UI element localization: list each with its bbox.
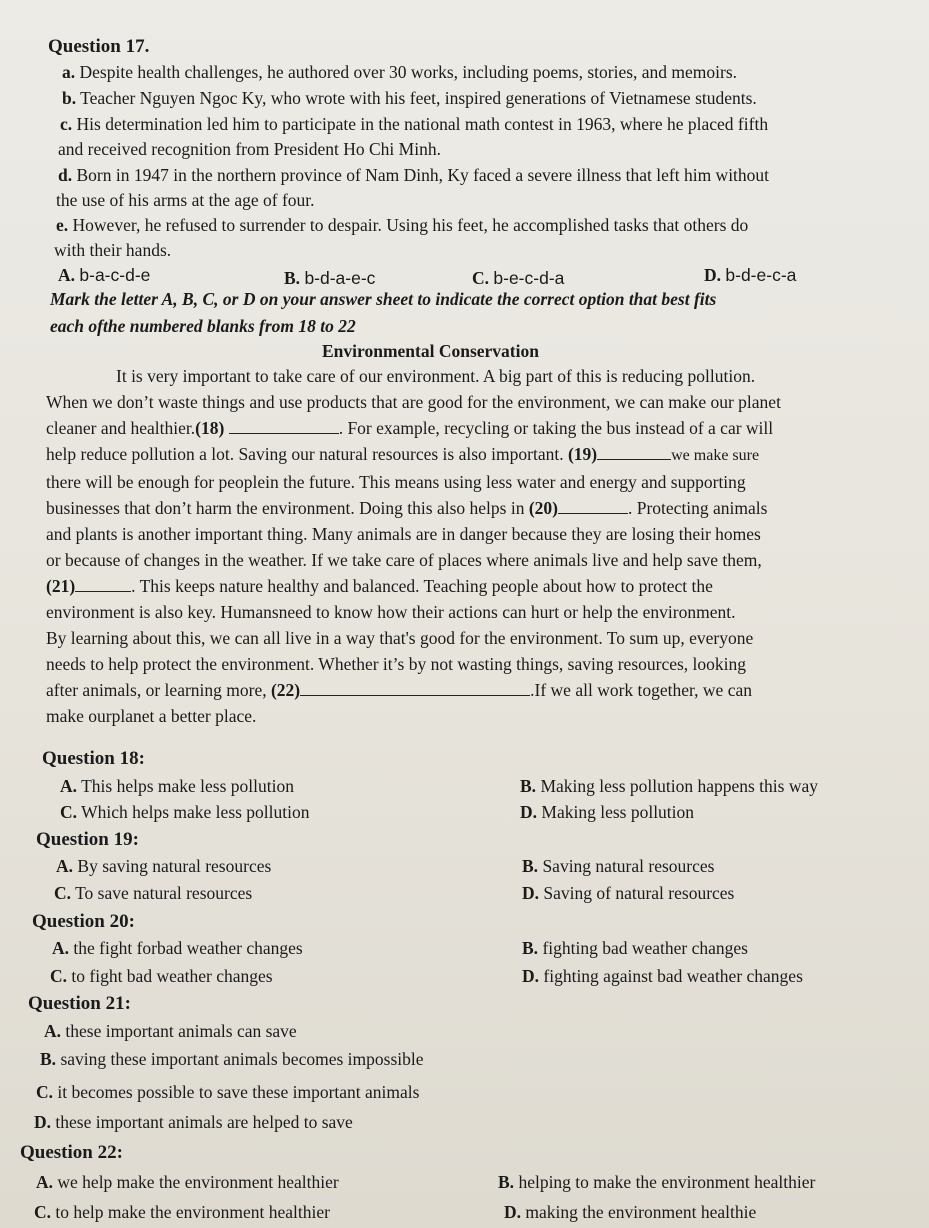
q17-e-label: e. — [56, 215, 69, 235]
q21-option-d — [34, 1112, 353, 1133]
q20-option-c — [50, 966, 273, 987]
option-label: B. — [522, 856, 539, 876]
passage-text: businesses that don’t harm the environment. Doing this also helps in — [46, 498, 525, 518]
option-label: D. — [520, 802, 538, 822]
q21-option-c — [36, 1082, 419, 1103]
q17-c-text-2: and received recognition from President Ho Chi Minh. — [58, 139, 441, 159]
q17-option-c — [472, 266, 564, 291]
blank-20-number: (20) — [528, 498, 558, 518]
option-text: the fight forbad weather changes — [73, 938, 303, 958]
passage-title: Environmental Conservation — [322, 341, 539, 361]
passage-text: . For example, recycling or taking the bus instead of a car will — [338, 418, 774, 438]
passage-line-with-blank-20 — [46, 495, 882, 521]
q17-option-a-label: A. — [58, 265, 76, 285]
instruction-line-2: each ofthe numbered blanks from 18 to 22 — [50, 316, 356, 336]
q17-a-label: a. — [62, 62, 76, 82]
q17-d-text-1: Born in 1947 in the northern province of Nam Dinh, Ky faced a severe illness that left him without — [76, 165, 770, 185]
q17-d-label: d. — [58, 165, 73, 185]
option-label: A. — [36, 1172, 54, 1192]
blank-19 — [597, 458, 671, 460]
q17-item-a — [62, 60, 737, 85]
question-21-title: Question 21: — [28, 993, 131, 1014]
passage — [46, 363, 882, 729]
q17-option-d-text: b-d-e-c-a — [725, 265, 797, 285]
q19-option-b — [522, 856, 714, 877]
option-text: we help make the environment healthier — [57, 1172, 339, 1192]
q20-option-a — [52, 938, 303, 959]
passage-line-with-blank-18 — [46, 415, 882, 441]
passage-text: . Protecting animals — [627, 498, 768, 518]
passage-line: make ourplanet a better place. — [46, 706, 257, 726]
option-text: making the environment healthie — [525, 1202, 757, 1222]
q17-e-text-2: with their hands. — [54, 240, 172, 260]
option-label: D. — [34, 1112, 52, 1132]
passage-text: help reduce pollution a lot. Saving our natural resources is also important. — [46, 444, 564, 464]
passage-line: there will be enough for peoplein the future. This means using less water and energy and supporting — [46, 472, 746, 492]
q17-c-label: c. — [60, 114, 73, 134]
q17-b-label: b. — [62, 88, 77, 108]
q21-option-b — [40, 1049, 424, 1070]
option-label: C. — [50, 966, 68, 986]
passage-line-with-blank-22 — [46, 677, 882, 703]
option-text: Making less pollution — [541, 802, 695, 822]
question-17-title: Question 17. — [48, 36, 150, 57]
passage-line: or because of changes in the weather. If we take care of places where animals live and help save them, — [46, 550, 762, 570]
q22-option-a — [36, 1172, 339, 1193]
blank-22-number: (22) — [270, 680, 301, 700]
passage-line-with-blank-21 — [46, 573, 882, 599]
passage-line: It is very important to take care of our environment. A big part of this is reducing pollution. — [116, 366, 756, 386]
question-18-title: Question 18: — [42, 748, 145, 769]
q17-option-c-label: C. — [472, 268, 490, 288]
option-label: A. — [52, 938, 70, 958]
q18-option-a — [60, 776, 294, 797]
q20-option-d — [522, 966, 803, 987]
instruction-line-1: Mark the letter A, B, C, or D on your answer sheet to indicate the correct option that best fits — [50, 289, 717, 309]
option-label: C. — [36, 1082, 54, 1102]
option-text: Which helps make less pollution — [81, 802, 310, 822]
q17-item-c — [60, 112, 768, 137]
q17-option-a-text: b-a-c-d-e — [79, 265, 151, 285]
q17-option-a — [58, 263, 150, 288]
q18-option-c — [60, 802, 310, 823]
q19-option-c — [54, 883, 252, 904]
q17-option-b — [284, 266, 375, 291]
passage-line: needs to help protect the environment. Whether it’s by not wasting things, saving resources, looking — [46, 654, 747, 674]
option-label: B. — [40, 1049, 57, 1069]
q22-option-c — [34, 1202, 330, 1223]
q17-option-c-text: b-e-c-d-a — [493, 268, 565, 288]
q17-a-text: Despite health challenges, he authored over 30 works, including poems, stories, and memoirs. — [79, 62, 738, 82]
passage-line: When we don’t waste things and use products that are good for the environment, we can make our planet — [46, 392, 781, 412]
blank-21 — [75, 590, 131, 592]
q17-d-text-2: the use of his arms at the age of four. — [56, 190, 315, 210]
q17-e-text-1: However, he refused to surrender to despair. Using his feet, he accomplished tasks that others do — [72, 215, 749, 235]
option-text: fighting bad weather changes — [542, 938, 748, 958]
option-label: D. — [522, 966, 540, 986]
option-label: B. — [520, 776, 537, 796]
q17-option-d — [704, 263, 796, 288]
option-label: A. — [60, 776, 78, 796]
passage-text: we make sure — [671, 447, 760, 464]
q17-option-d-label: D. — [704, 265, 722, 285]
blank-18 — [229, 432, 339, 434]
blank-22 — [300, 694, 530, 696]
option-text: fighting against bad weather changes — [543, 966, 803, 986]
option-label: A. — [56, 856, 74, 876]
q22-option-b — [498, 1172, 815, 1193]
passage-line: By learning about this, we can all live in a way that's good for the environment. To sum up, everyone — [46, 628, 754, 648]
q17-item-e — [56, 213, 748, 238]
q17-option-b-text: b-d-a-e-c — [304, 268, 376, 288]
option-text: By saving natural resources — [77, 856, 272, 876]
passage-text: after animals, or learning more, — [46, 680, 267, 700]
blank-19-number: (19) — [567, 444, 598, 464]
option-text: to fight bad weather changes — [71, 966, 273, 986]
q19-option-a — [56, 856, 271, 877]
q17-item-b — [62, 86, 757, 111]
option-text: helping to make the environment healthier — [518, 1172, 816, 1192]
q18-option-d — [520, 802, 694, 823]
question-19-title: Question 19: — [36, 829, 139, 850]
option-label: C. — [60, 802, 78, 822]
q21-option-a — [44, 1021, 297, 1042]
q20-option-b — [522, 938, 748, 959]
option-text: Making less pollution happens this way — [540, 776, 818, 796]
q17-option-b-label: B. — [284, 268, 301, 288]
option-text: these important animals can save — [65, 1021, 297, 1041]
passage-text: cleaner and healthier. — [46, 418, 196, 438]
passage-line-with-blank-19 — [46, 441, 882, 469]
option-text: saving these important animals becomes impossible — [60, 1049, 424, 1069]
option-text: To save natural resources — [75, 883, 253, 903]
question-20-title: Question 20: — [32, 911, 135, 932]
option-label: B. — [522, 938, 539, 958]
q17-b-text: Teacher Nguyen Ngoc Ky, who wrote with his feet, inspired generations of Vietnamese students. — [80, 88, 757, 108]
blank-21-number: (21) — [46, 576, 76, 596]
option-text: to help make the environment healthier — [55, 1202, 330, 1222]
blank-20 — [558, 512, 628, 514]
passage-text: .If we all work together, we can — [530, 680, 752, 700]
passage-line: and plants is another important thing. Many animals are in danger because they are losing their homes — [46, 524, 761, 544]
option-label: D. — [522, 883, 540, 903]
blank-18-number: (18) — [195, 418, 225, 438]
option-label: C. — [54, 883, 72, 903]
option-label: D. — [504, 1202, 522, 1222]
option-text: it becomes possible to save these important animals — [57, 1082, 420, 1102]
option-label: A. — [44, 1021, 62, 1041]
passage-line: environment is also key. Humansneed to know how their actions can hurt or help the environment. — [46, 602, 736, 622]
option-text: This helps make less pollution — [81, 776, 294, 796]
passage-text: . This keeps nature healthy and balanced. Teaching people about how to protect the — [131, 576, 713, 596]
option-text: Saving of natural resources — [543, 883, 735, 903]
q17-c-text-1: His determination led him to participate in the national math contest in 1963, where he placed fifth — [76, 114, 769, 134]
q22-option-d — [504, 1202, 756, 1223]
q17-item-d — [58, 163, 769, 188]
option-label: C. — [34, 1202, 52, 1222]
q18-option-b — [520, 776, 818, 797]
option-text: Saving natural resources — [542, 856, 715, 876]
q19-option-d — [522, 883, 734, 904]
option-text: these important animals are helped to save — [55, 1112, 353, 1132]
question-22-title: Question 22: — [20, 1142, 123, 1163]
option-label: B. — [498, 1172, 515, 1192]
